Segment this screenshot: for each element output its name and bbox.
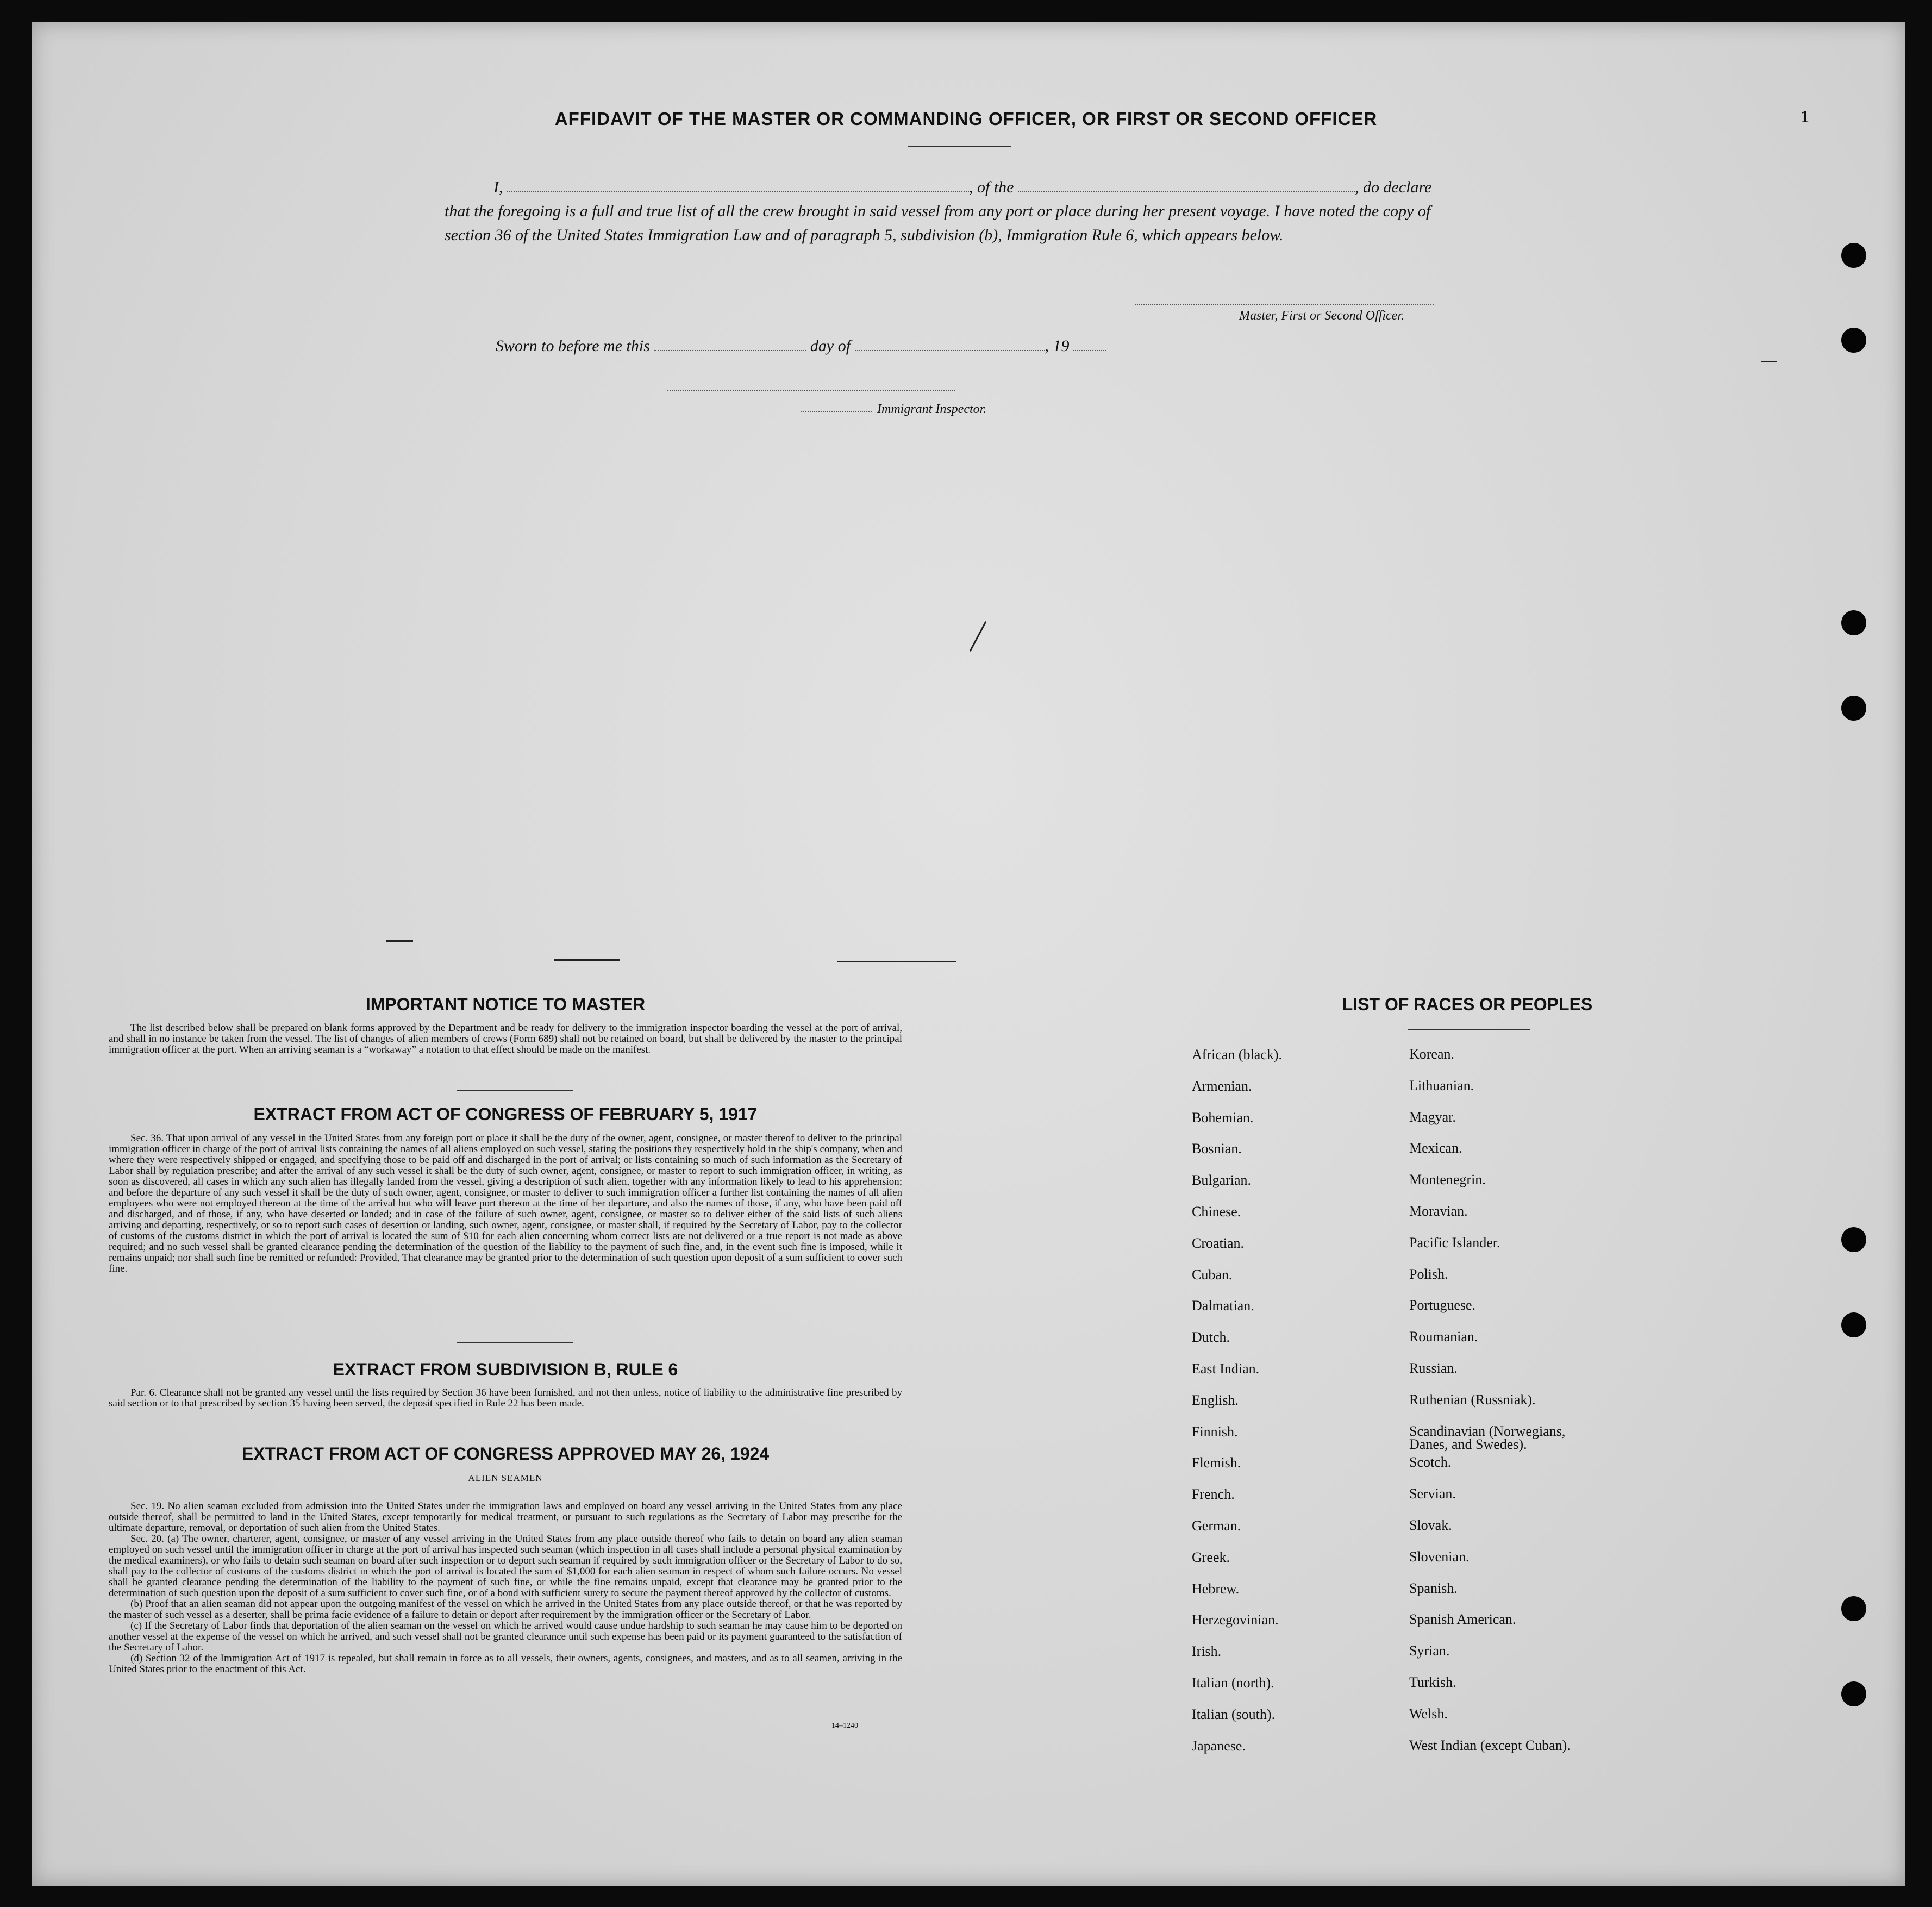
pen-mark <box>1761 361 1777 362</box>
race-item: Scotch. <box>1409 1454 1452 1471</box>
race-item: Dutch. <box>1192 1329 1230 1346</box>
race-item: Magyar. <box>1409 1109 1456 1125</box>
race-item: English. <box>1192 1392 1239 1408</box>
race-item: Bohemian. <box>1192 1109 1254 1126</box>
race-item: Mexican. <box>1409 1140 1462 1156</box>
race-item: Pacific Islander. <box>1409 1234 1500 1251</box>
race-item: Roumanian. <box>1409 1329 1478 1345</box>
race-item: Slovenian. <box>1409 1548 1470 1565</box>
inspector-short-line <box>801 411 872 412</box>
title-divider <box>908 146 1011 147</box>
race-item: French. <box>1192 1486 1235 1503</box>
master-signature-caption: Master, First or Second Officer. <box>1239 309 1404 323</box>
sworn-month-blank[interactable] <box>855 334 1045 351</box>
affidavit-i-label: I, <box>493 178 503 196</box>
race-item: Dalmatian. <box>1192 1298 1254 1314</box>
race-item: Bulgarian. <box>1192 1172 1252 1189</box>
sworn-line <box>496 334 1106 355</box>
pen-mark <box>554 959 620 961</box>
affidavit-body <box>445 175 1477 247</box>
rule-6-text: Par. 6. Clearance shall not be granted any vessel until the lists required by Section 36 have been furnished, and not then unless, notice of liability to the administrative fine prescribed by said section or to that prescribed by section 35 having been served, the deposit specified in Rule 22 has been made. <box>109 1387 902 1409</box>
race-item: Scandinavian (Norwegians, Danes, and Swedes). <box>1409 1423 1566 1452</box>
notice-title: IMPORTANT NOTICE TO MASTER <box>365 995 646 1014</box>
race-item: Servian. <box>1409 1486 1456 1502</box>
extract-divider <box>457 1342 573 1343</box>
races-divider <box>1408 1029 1530 1030</box>
affidavit-title: AFFIDAVIT OF THE MASTER OR COMMANDING OFFICER, OR FIRST OR SECOND OFFICER <box>554 109 1378 129</box>
race-item: Welsh. <box>1409 1705 1448 1722</box>
sec-20d-paragraph: (d) Section 32 of the Immigration Act of 1917 is repealed, but shall remain in force as to all vessels, their owners, agents, consignees, and masters, and as to all seamen, arriving in the United States prior to the enactment of this Act. <box>109 1653 902 1675</box>
punch-hole <box>1841 1596 1866 1621</box>
of-the-label: , of the <box>969 178 1014 196</box>
punch-hole <box>1841 610 1866 635</box>
notice-divider <box>457 1090 573 1091</box>
pen-mark <box>386 940 413 942</box>
race-item: German. <box>1192 1518 1241 1534</box>
declare-label: , do declare <box>1355 178 1432 196</box>
form-number: 14–1240 <box>831 1722 858 1730</box>
name-blank[interactable] <box>507 175 969 192</box>
race-item: East Indian. <box>1192 1361 1260 1377</box>
race-item: Japanese. <box>1192 1737 1246 1754</box>
master-signature-line[interactable] <box>1135 304 1434 305</box>
alien-seamen-subtitle: ALIEN SEAMEN <box>468 1473 543 1483</box>
race-item: Polish. <box>1409 1266 1448 1282</box>
race-item: Cuban. <box>1192 1266 1233 1283</box>
race-item: Russian. <box>1409 1360 1458 1376</box>
extract-1917-text: Sec. 36. That upon arrival of any vessel in the United States from any foreign port or place it shall be the duty of the owner, agent, consignee, or master thereof to deliver to the principal immigration officer in charge of the port of arrival lists containing the names of all aliens employed on such vessel, stating the positions they respectively hold in the ship's company, when and where they were respectively shipped or engaged, and specifying those to be paid off and discharged in the port of arrival; or lists containing so much of such information as the Secretary of Labor shall by regulation prescribe; and after the arrival of any such vessel it shall be the duty of such owner, agent, consignee, or master to report to such immigration officer, in writing, as soon as discovered, all cases in which any such alien has illegally landed from the vessel, giving a description of such alien, together with any information likely to lead to his apprehension; and before the departure of any such vessel it shall be the duty of such owner, agent, consignee, or master to deliver to such immigration officer a further list containing the names of all alien employees who were not employed thereon at the time of the arrival but who will leave port thereon at the time of her departure, and also the names of those, if any, who have been paid off and discharged, and of those, if any, who have deserted or landed; and in case of the failure of such owner, agent, consignee, or master so to deliver either of the said lists of such aliens arriving and departing, respectively, or so to report such cases of desertion or landing, such owner, agent, consignee, or master shall, if required by the Secretary of Labor, pay to the collector of customs of the customs district in which the port of arrival is located the sum of $10 for each alien concerning whom correct lists are not delivered or a true report is not made as above required; and no such vessel shall be granted clearance pending the determination of the question of the liability to the payment of such fine, and, in the event such fine is imposed, while it remains unpaid; nor shall such fine be remitted or refunded: Provided, That clearance may be granted prior to the determination of such question upon deposit of a sum sufficient to cover such fine. <box>109 1133 902 1274</box>
race-item: Italian (south). <box>1192 1706 1276 1722</box>
race-item: West Indian (except Cuban). <box>1409 1737 1571 1753</box>
sworn-year-blank[interactable] <box>1073 334 1106 351</box>
extract-1924-text <box>109 1501 902 1675</box>
race-item: Finnish. <box>1192 1423 1238 1440</box>
race-item: Spanish. <box>1409 1580 1458 1596</box>
race-item: Lithuanian. <box>1409 1077 1474 1093</box>
sec-20a-paragraph: Sec. 20. (a) The owner, charterer, agent, consignee, or master of any vessel arriving in the United States from any place outside thereof who fails to detain on board any alien seaman employed on such vessel until the immigration officer in charge at the port of arrival has inspected such seaman (which inspection in all cases shall include a personal physical examination by the medical examiners), or who fails to detain such seaman on board after such inspection or to deport such seaman if required by such immigration officer or the Secretary of Labor to do so, shall pay to the collector of customs of the customs district in which the port of arrival is located the sum of $1,000 for each alien seaman in respect of whom such failure occurs. No vessel shall be granted clearance pending the determination of the liability to the payment of such fine, or while the fine remains unpaid, except that clearance may be granted prior to the determination of such question upon the deposit of a sum sufficient to cover such fine, or of a bond with sufficient surety to secure the payment thereof approved by the collector of customs. <box>109 1533 902 1599</box>
race-item: Turkish. <box>1409 1674 1456 1690</box>
races-title: LIST OF RACES OR PEOPLES <box>1342 995 1593 1014</box>
punch-hole <box>1841 1227 1866 1252</box>
punch-hole <box>1841 328 1866 353</box>
race-item: African (black). <box>1192 1047 1283 1062</box>
affidavit-statement: that the foregoing is a full and true list of all the crew brought in said vessel from any port or place during her present voyage. I have noted the copy of section 36 of the United States Immigration Law and of paragraph 5, subdivision (b), Immigration Rule 6, which appears below. <box>445 202 1431 244</box>
inspector-caption: Immigrant Inspector. <box>877 402 987 416</box>
punch-hole <box>1841 243 1866 268</box>
race-item: Greek. <box>1192 1549 1230 1565</box>
vessel-blank[interactable] <box>1018 175 1355 192</box>
year-label: , 19 <box>1045 337 1070 355</box>
rule-6-title: EXTRACT FROM SUBDIVISION B, RULE 6 <box>333 1360 678 1379</box>
punch-hole <box>1841 696 1866 721</box>
race-item: Spanish American. <box>1409 1611 1516 1628</box>
sec-20c-paragraph: (c) If the Secretary of Labor finds that deportation of the alien seaman on the vessel on which he arrived would cause undue hardship to such seaman he may cause him to be deported on another vessel at the expense of the vessel on which he arrived, and such vessel shall not be granted clearance until such expense has been paid or its payment guaranteed to the satisfaction of the Secretary of Labor. <box>109 1620 902 1653</box>
race-item: Montenegrin. <box>1409 1172 1486 1188</box>
punch-hole <box>1841 1312 1866 1337</box>
sworn-day-blank[interactable] <box>654 334 806 351</box>
race-item: Moravian. <box>1409 1203 1468 1219</box>
sec-19-paragraph: Sec. 19. No alien seaman excluded from admission into the United States under the immigration laws and employed on board any vessel arriving in the United States from any place outside thereof, shall be permitted to land in the United States, except temporarily for medical treatment, or pursuant to such regulations as the Secretary of Labor may prescribe for the ultimate departure, removal, or deportation of such alien from the United States. <box>109 1500 902 1534</box>
race-item: Syrian. <box>1409 1643 1450 1659</box>
extract-1917-title: EXTRACT FROM ACT OF CONGRESS OF FEBRUARY 5, 1917 <box>253 1104 758 1124</box>
race-item: Portuguese. <box>1409 1297 1476 1314</box>
affidavit-line-1 <box>445 175 1477 199</box>
race-item: Flemish. <box>1192 1455 1241 1471</box>
race-item: Herzegovinian. <box>1192 1612 1279 1628</box>
race-item: Irish. <box>1192 1643 1222 1660</box>
pen-mark <box>837 961 956 962</box>
day-of-label: day of <box>810 337 851 355</box>
sworn-label: Sworn to before me this <box>496 337 650 355</box>
sec-20b-paragraph: (b) Proof that an alien seaman did not appear upon the outgoing manifest of the vessel on which he arrived in the United States from any place outside thereof, or that he was reported by the master of such vessel as a deserter, shall be prima facie evidence of a failure to detain or deport after requirement by the immigration officer or the Secretary of Labor. <box>109 1598 902 1621</box>
race-item: Hebrew. <box>1192 1580 1240 1597</box>
race-item: Italian (north). <box>1192 1675 1274 1691</box>
race-item: Bosnian. <box>1192 1141 1242 1157</box>
extract-1924-title: EXTRACT FROM ACT OF CONGRESS APPROVED MAY 26, 1924 <box>241 1444 770 1464</box>
race-item: Slovak. <box>1409 1517 1452 1533</box>
punch-hole <box>1841 1681 1866 1706</box>
race-item: Chinese. <box>1192 1204 1241 1220</box>
race-item: Armenian. <box>1192 1078 1252 1094</box>
race-item: Ruthenian (Russniak). <box>1409 1391 1536 1408</box>
race-item: Croatian. <box>1192 1235 1245 1251</box>
race-item: Korean. <box>1409 1046 1455 1062</box>
inspector-signature-line[interactable] <box>667 390 955 391</box>
notice-text: The list described below shall be prepared on blank forms approved by the Department and be ready for delivery to the immigration inspector boarding the vessel at the port of arrival, and shall in no instance be taken from the vessel. The list of changes of alien members of crews (Form 689) shall not be retained on board, but shall be delivered by the master to the principal immigration officer at the port. When an arriving seaman is a “workaway” a notation to that effect should be made on the manifest. <box>109 1022 902 1055</box>
page-number: 1 <box>1800 107 1809 126</box>
